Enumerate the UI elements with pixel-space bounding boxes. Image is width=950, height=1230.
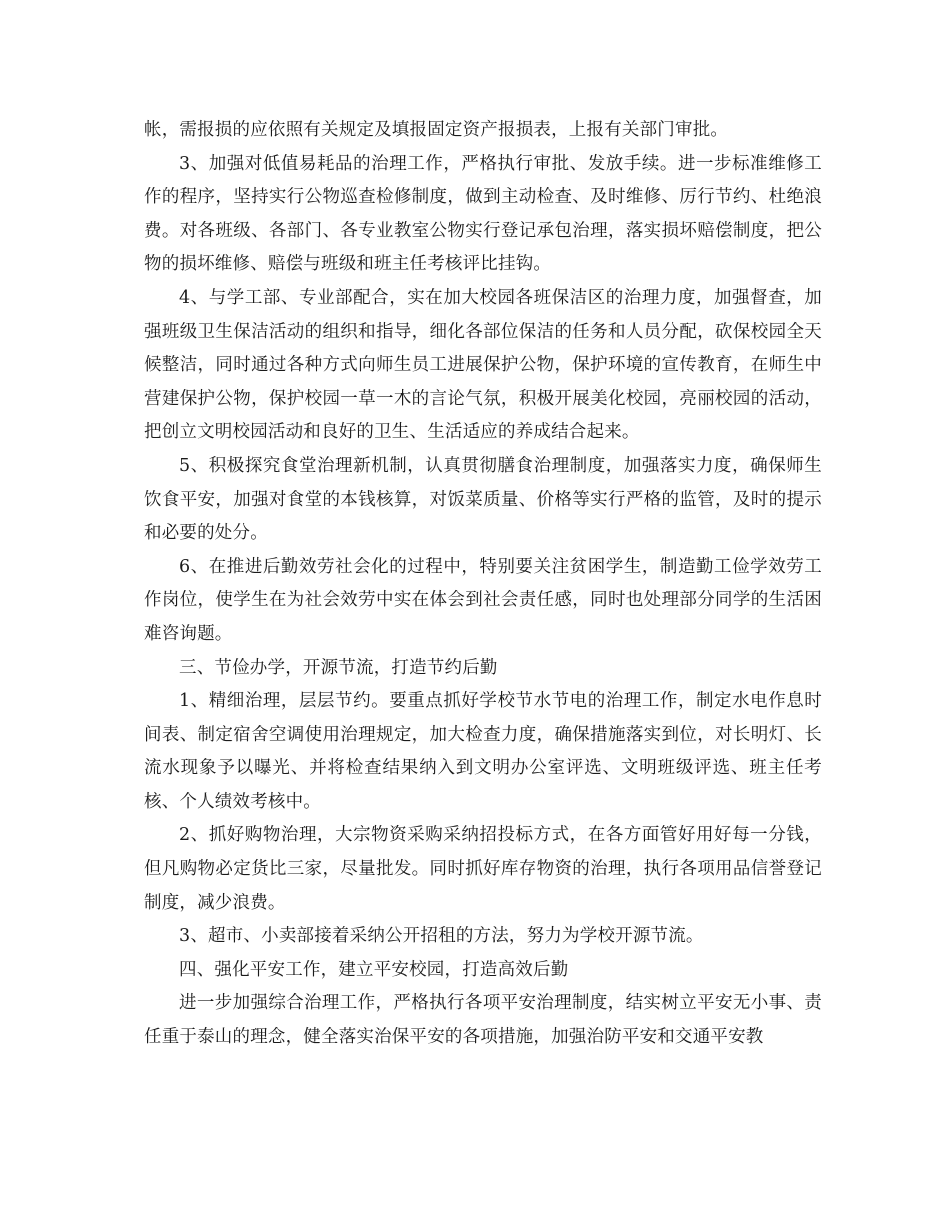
paragraph-6: 1、精细治理，层层节约。要重点抓好学校节水节电的治理工作，制定水电作息时间表、制定宿舍空调使用治理规定，加大检查力度，确保措施落实到位，对长明灯、长流水现象予以曝光、并将检查结果纳入到文明办公室评选、文明班级评选、班主任考核、个人绩效考核中。 (144, 691, 822, 812)
section-heading-4: 四、强化平安工作，建立平安校园，打造高效后勤 (179, 959, 569, 980)
paragraph-2: 4、与学工部、专业部配合，实在加大校园各班保洁区的治理力度，加强督查，加强班级卫生保洁活动的组织和指导，细化各部位保洁的任务和人员分配，砍保校园全天候整洁，同时通过各种方式向师生员工进展保护公物，保护环境的宣传教育，在师生中营建保护公物，保护校园一草一木的言论气氛，积极开展美化校园，亮丽校园的活动，把创立文明校园活动和良好的卫生、生活适应的养成结合起来。 (144, 287, 822, 443)
paragraph-0: 帐，需报损的应依照有关规定及填报固定资产报损表，上报有关部门审批。 (144, 120, 729, 140)
document-body (144, 114, 822, 1055)
paragraph-1: 3、加强对低值易耗品的治理工作，严格执行审批、发放手续。进一步标准维修工作的程序，坚持实行公物巡查检修制度，做到主动检查、及时维修、厉行节约、杜绝浪费。对各班级、各部门、各专业教室公物实行登记承包治理，落实损坏赔偿制度，把公物的损坏维修、赔偿与班级和班主任考核评比挂钩。 (144, 153, 822, 275)
paragraph-10: 进一步加强综合治理工作，严格执行各项平安治理制度，结实树立平安无小事、责任重于泰山的理念，健全落实治保平安的各项措施，加强治防平安和交通平安教 (144, 993, 822, 1048)
paragraph-7: 2、抓好购物治理，大宗物资采购采纳招投标方式，在各方面管好用好每一分钱，但凡购物必定货比三家，尽量批发。同时抓好库存物资的治理，执行各项用品信誉登记制度，减少浪费。 (144, 825, 822, 913)
section-heading-3: 三、节俭办学，开源节流，打造节约后勤 (179, 657, 498, 678)
paragraph-4: 6、在推进后勤效劳社会化的过程中，特别要关注贫困学生，制造勤工俭学效劳工作岗位，使学生在为社会效劳中实在体会到社会责任感，同时也处理部分同学的生活困难咨询题。 (144, 556, 822, 644)
paragraph-8: 3、超市、小卖部接着采纳公开招租的方法，努力为学校开源节流。 (179, 926, 704, 947)
paragraph-3: 5、积极探究食堂治理新机制，认真贯彻膳食治理制度，加强落实力度，确保师生饮食平安，加强对食堂的本钱核算，对饭菜质量、价格等实行严格的监管，及时的提示和必要的处分。 (144, 455, 822, 544)
